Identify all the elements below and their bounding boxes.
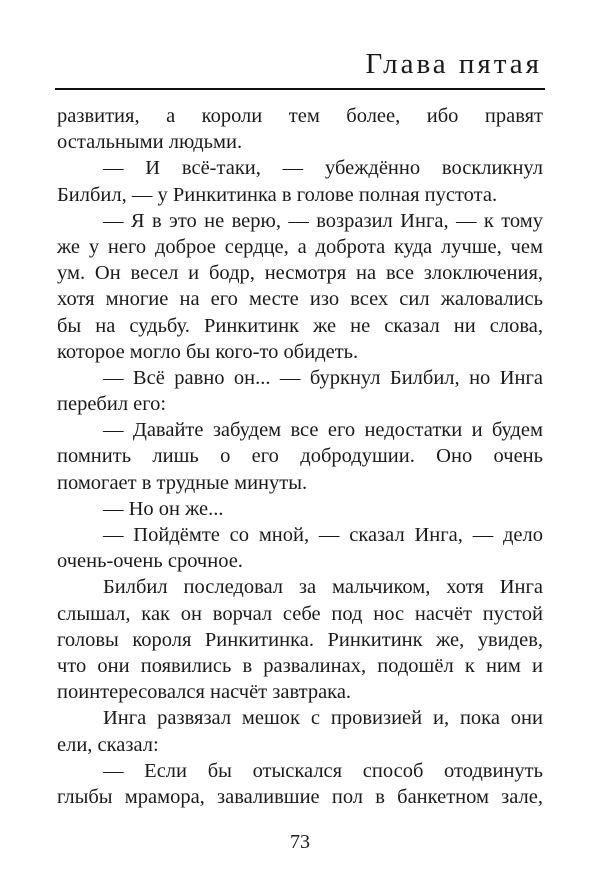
text-line: — Если бы отыскался способ отодвинуть (103, 759, 543, 782)
text-line: что они появились в развалинах, подошёл к ним и (57, 654, 543, 677)
text-line: остальными людьми. (57, 131, 243, 154)
text-line: очень-очень срочное. (57, 550, 243, 573)
text-line: Билбил последовал за мальчиком, хотя Инга (103, 576, 543, 599)
text-line: ели, сказал: (57, 733, 159, 756)
text-line: перебил его: (57, 393, 167, 416)
text-line: бы на судьбу. Ринкитинк же не сказал ни слова, (57, 314, 543, 337)
text-line: ум. Он весел и бодр, несмотря на все злоключения, (57, 262, 543, 285)
text-line: хотя многие на его месте изо всех сил жаловались (57, 288, 543, 311)
text-line: которое могло бы кого-то обидеть. (57, 340, 359, 363)
text-line: — Но он же... (103, 497, 224, 520)
text-line: слышал, как он ворчал себе под нос насчёт пустой (57, 602, 543, 625)
text-line: — Пойдёмте со мной, — сказал Инга, — дело (103, 524, 543, 546)
chapter-title: Глава пятая (365, 48, 542, 80)
text-line: помнить лишь о его добродушии. Оно очень (57, 445, 543, 468)
text-line: Инга развязал мешок с провизией и, пока они (103, 707, 543, 730)
header-rule (55, 88, 545, 90)
text-line: Билбил, — у Ринкитинка в голове полная пустота. (57, 183, 498, 206)
text-line: развития, а короли тем более, ибо правят (57, 105, 543, 127)
text-line: же у него доброе сердце, а доброта куда лучше, чем (57, 235, 543, 258)
text-line: — И всё-таки, — убеждённо воскликнул (103, 157, 543, 180)
text-line: глыбы мрамора, завалившие пол в банкетном зале, (57, 785, 543, 808)
page-number: 73 (290, 831, 310, 853)
text-line: поинтересовался насчёт завтрака. (57, 681, 352, 704)
text-line: головы короля Ринкитинка. Ринкитинк же, увидев, (57, 628, 543, 651)
text-line: — Давайте забудем все его недостатки и будем (103, 419, 543, 442)
text-line: — Я в это не верю, — возразил Инга, — к тому (103, 209, 543, 232)
body-text (57, 103, 543, 810)
text-line: помогает в трудные минуты. (57, 471, 308, 494)
text-line: — Всё равно он... — буркнул Билбил, но Инга (103, 366, 543, 389)
